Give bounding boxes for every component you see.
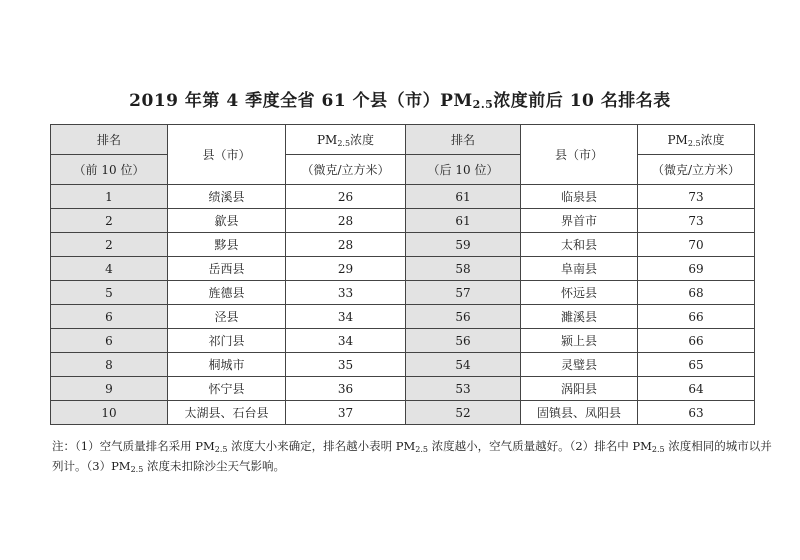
top10-label: （前 10 位） — [51, 155, 168, 185]
header-row-1 — [51, 125, 755, 155]
bottom-pm-value-cell: 73 — [638, 209, 755, 233]
table-row — [51, 401, 755, 425]
bottom10-label: （后 10 位） — [406, 155, 521, 185]
top-rank-cell: 2 — [51, 233, 168, 257]
bottom-pm-value-cell: 64 — [638, 377, 755, 401]
table-row — [51, 233, 755, 257]
top-county-cell: 歙县 — [168, 209, 286, 233]
table-row — [51, 305, 755, 329]
bottom-pm-value-cell: 69 — [638, 257, 755, 281]
top-pm-value-cell: 33 — [286, 281, 406, 305]
top-pm-value-cell: 28 — [286, 209, 406, 233]
table-row — [51, 353, 755, 377]
top-county-cell: 太湖县、石台县 — [168, 401, 286, 425]
top-pm-value-cell: 28 — [286, 233, 406, 257]
bottom-county-cell: 临泉县 — [521, 185, 638, 209]
top-rank-cell: 8 — [51, 353, 168, 377]
bottom-county-cell: 太和县 — [521, 233, 638, 257]
top-rank-cell: 6 — [51, 329, 168, 353]
bottom-county-cell: 灵璧县 — [521, 353, 638, 377]
bottom-county-cell: 颍上县 — [521, 329, 638, 353]
bottom-county-cell: 涡阳县 — [521, 377, 638, 401]
bottom-county-cell: 怀远县 — [521, 281, 638, 305]
bottom-rank-cell: 56 — [406, 305, 521, 329]
bottom-pm-value-cell: 66 — [638, 305, 755, 329]
top-pm-value-cell: 26 — [286, 185, 406, 209]
top-rank-cell: 2 — [51, 209, 168, 233]
bottom-rank-cell: 57 — [406, 281, 521, 305]
top-county-cell: 岳西县 — [168, 257, 286, 281]
top-rank-cell: 1 — [51, 185, 168, 209]
bottom-county-cell: 界首市 — [521, 209, 638, 233]
top-county-cell: 怀宁县 — [168, 377, 286, 401]
top-county-cell: 泾县 — [168, 305, 286, 329]
table-row — [51, 281, 755, 305]
top-rank-cell: 6 — [51, 305, 168, 329]
top-pm-value-cell: 34 — [286, 329, 406, 353]
top-pm-value-cell: 37 — [286, 401, 406, 425]
footnote: 注：（1）空气质量排名采用 $PM_{2.5}$ 浓度大小来确定，排名越小表明 $PM_{2.5}$ 浓度越小，空气质量越好。（2）排名中 $PM_{2.5}$ 浓度相同的城市以并列计。$(3)PM_{2.5}$ 浓度未扣除沙尘天气影响。 — [52, 439, 772, 474]
top-pm-value-cell: 36 — [286, 377, 406, 401]
top-county-cell: 桐城市 — [168, 353, 286, 377]
pm-header-top: $PM_{2.5}$浓度 — [286, 125, 406, 155]
bottom-rank-cell: 53 — [406, 377, 521, 401]
top-rank-cell: 4 — [51, 257, 168, 281]
bottom-rank-cell: 56 — [406, 329, 521, 353]
top-pm-value-cell: 34 — [286, 305, 406, 329]
top-county-cell: 黟县 — [168, 233, 286, 257]
page-title: 2019 年第 4 季度全省 61 个县（市）$PM_{2.5}$浓度前后 10 名排名表 — [129, 91, 671, 111]
top-county-cell: 绩溪县 — [168, 185, 286, 209]
table-row — [51, 185, 755, 209]
top-county-cell: 旌德县 — [168, 281, 286, 305]
bottom-rank-cell: 54 — [406, 353, 521, 377]
ranking-table — [50, 124, 755, 425]
unit-label-bottom: （微克/立方米） — [638, 155, 755, 185]
top-rank-cell: 9 — [51, 377, 168, 401]
bottom-county-cell: 濉溪县 — [521, 305, 638, 329]
bottom-rank-cell: 52 — [406, 401, 521, 425]
header-row-2 — [51, 155, 755, 185]
bottom-rank-cell: 58 — [406, 257, 521, 281]
table-row — [51, 209, 755, 233]
bottom-pm-value-cell: 65 — [638, 353, 755, 377]
bottom-rank-cell: 61 — [406, 209, 521, 233]
top-pm-value-cell: 35 — [286, 353, 406, 377]
bottom-rank-cell: 59 — [406, 233, 521, 257]
top-rank-cell: 10 — [51, 401, 168, 425]
table-row — [51, 257, 755, 281]
top-county-cell: 祁门县 — [168, 329, 286, 353]
top-pm-value-cell: 29 — [286, 257, 406, 281]
table-body — [51, 185, 755, 425]
bottom-pm-value-cell: 73 — [638, 185, 755, 209]
top-rank-header: 排名 — [51, 125, 168, 155]
top-rank-cell: 5 — [51, 281, 168, 305]
table-row — [51, 377, 755, 401]
bottom-rank-cell: 61 — [406, 185, 521, 209]
bottom-pm-value-cell: 70 — [638, 233, 755, 257]
table-row — [51, 329, 755, 353]
county-header-bottom: 县（市） — [521, 125, 638, 185]
bottom-pm-value-cell: 66 — [638, 329, 755, 353]
unit-label-top: （微克/立方米） — [286, 155, 406, 185]
bottom-county-cell: 阜南县 — [521, 257, 638, 281]
bottom-rank-header: 排名 — [406, 125, 521, 155]
bottom-county-cell: 固镇县、凤阳县 — [521, 401, 638, 425]
county-header-top: 县（市） — [168, 125, 286, 185]
pm-header-bottom: $PM_{2.5}$浓度 — [638, 125, 755, 155]
bottom-pm-value-cell: 63 — [638, 401, 755, 425]
bottom-pm-value-cell: 68 — [638, 281, 755, 305]
